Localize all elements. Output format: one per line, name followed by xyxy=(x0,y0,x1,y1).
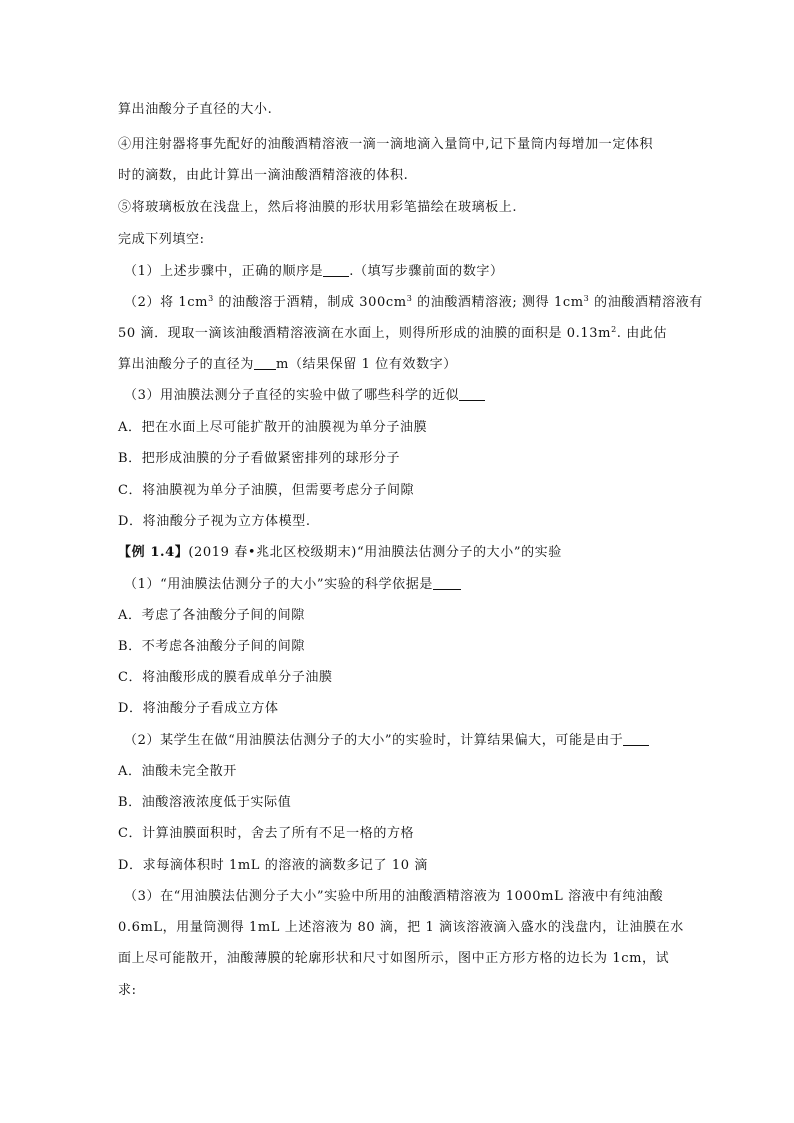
option-a: A．油酸未完全散开 xyxy=(118,764,237,779)
example-heading xyxy=(118,545,688,561)
example-question-3-line-4: 求: xyxy=(118,983,137,998)
example-title: (2019 春•兆北区校级期末)“用油膜法估测分子的大小”的实验 xyxy=(188,545,562,560)
option-c: C．将油膜视为单分子油膜，但需要考虑分子间隙 xyxy=(118,483,415,498)
instruction-line: 完成下列填空: xyxy=(118,232,205,247)
answer-blank xyxy=(433,577,461,590)
text-span: 的油酸酒精溶液; 测得 1cm xyxy=(412,295,584,310)
text-span: m（结果保留 1 位有效数字） xyxy=(276,357,457,372)
question-1 xyxy=(124,264,694,280)
question-text: （2）某学生在做“用油膜法估测分子的大小”的实验时，计算结果偏大，可能是由于 xyxy=(124,733,624,748)
option-a: A．把在水面上尽可能扩散开的油膜视为单分子油膜 xyxy=(118,420,428,435)
text-span: 50 滴．现取一滴该油酸酒精溶液滴在水面上，则得所形成的油膜的面积是 0.13m xyxy=(118,326,612,341)
answer-blank xyxy=(323,264,349,277)
answer-blank xyxy=(623,733,649,746)
example-question-3-line-2: 0.6mL，用量筒测得 1mL 上述溶液为 80 滴，把 1 滴该溶液滴入盛水的浅盘内，让油膜在水 xyxy=(118,920,684,935)
question-2-line-2 xyxy=(118,326,688,342)
answer-blank xyxy=(459,388,485,401)
text-span: 的油酸溶于酒精，制成 300cm xyxy=(213,295,407,310)
option-d: D．将油酸分子视为立方体模型. xyxy=(118,514,311,529)
example-question-2 xyxy=(124,733,694,749)
question-2-line-1 xyxy=(124,294,703,311)
text-span: . 由此估 xyxy=(616,326,668,341)
superscript: 2 xyxy=(611,325,617,334)
question-3 xyxy=(124,388,694,404)
question-text: （1）“用油膜法估测分子的大小”实验的科学依据是 xyxy=(124,577,433,592)
superscript: 3 xyxy=(583,294,590,303)
question-3-text: （3）用油膜法测分子直径的实验中做了哪些科学的近似 xyxy=(124,388,460,403)
option-b: B．不考虑各油酸分子间的间隙 xyxy=(118,639,305,654)
question-1-tail: .（填写步骤前面的数字） xyxy=(349,264,504,279)
step-4-line-1: ④用注射器将事先配好的油酸酒精溶液一滴一滴地滴入量筒中,记下量筒内每增加一定体积 xyxy=(118,137,654,152)
example-label: 【例 1.4】 xyxy=(118,545,189,560)
text-span: （2）将 1cm xyxy=(124,295,209,310)
option-c: C．将油酸形成的膜看成单分子油膜 xyxy=(118,670,333,685)
superscript: 3 xyxy=(406,294,413,303)
text-line: 算出油酸分子直径的大小. xyxy=(118,102,273,117)
question-1-text: （1）上述步骤中，正确的顺序是 xyxy=(124,264,324,279)
question-2-line-3 xyxy=(118,357,688,373)
example-question-3-line-3: 面上尽可能散开，油酸薄膜的轮廓形状和尺寸如图所示，图中正方形方格的边长为 1cm，试 xyxy=(118,951,670,966)
option-b: B．把形成油膜的分子看做紧密排列的球形分子 xyxy=(118,451,401,466)
option-a: A．考虑了各油酸分子间的间隙 xyxy=(118,608,305,623)
text-span: 算出油酸分子的直径为 xyxy=(118,357,255,372)
example-question-3-line-1: （3）在“用油膜法估测分子大小”实验中所用的油酸酒精溶液为 1000mL 溶液中有纯油酸 xyxy=(124,889,664,904)
text-span: 的油酸酒精溶液有 xyxy=(589,295,703,310)
superscript: 3 xyxy=(208,294,214,303)
example-question-1 xyxy=(124,577,694,593)
option-b: B．油酸溶液浓度低于实际值 xyxy=(118,795,292,810)
step-4-line-2: 时的滴数，由此计算出一滴油酸酒精溶液的体积. xyxy=(118,168,409,183)
option-d: D．求每滴体积时 1mL 的溶液的滴数多记了 10 滴 xyxy=(118,858,428,873)
option-c: C．计算油膜面积时，舍去了所有不足一格的方格 xyxy=(118,826,415,841)
answer-blank xyxy=(254,357,276,370)
step-5-line: ⑤将玻璃板放在浅盘上，然后将油膜的形状用彩笔描绘在玻璃板上. xyxy=(118,200,518,215)
option-d: D．将油酸分子看成立方体 xyxy=(118,701,279,716)
